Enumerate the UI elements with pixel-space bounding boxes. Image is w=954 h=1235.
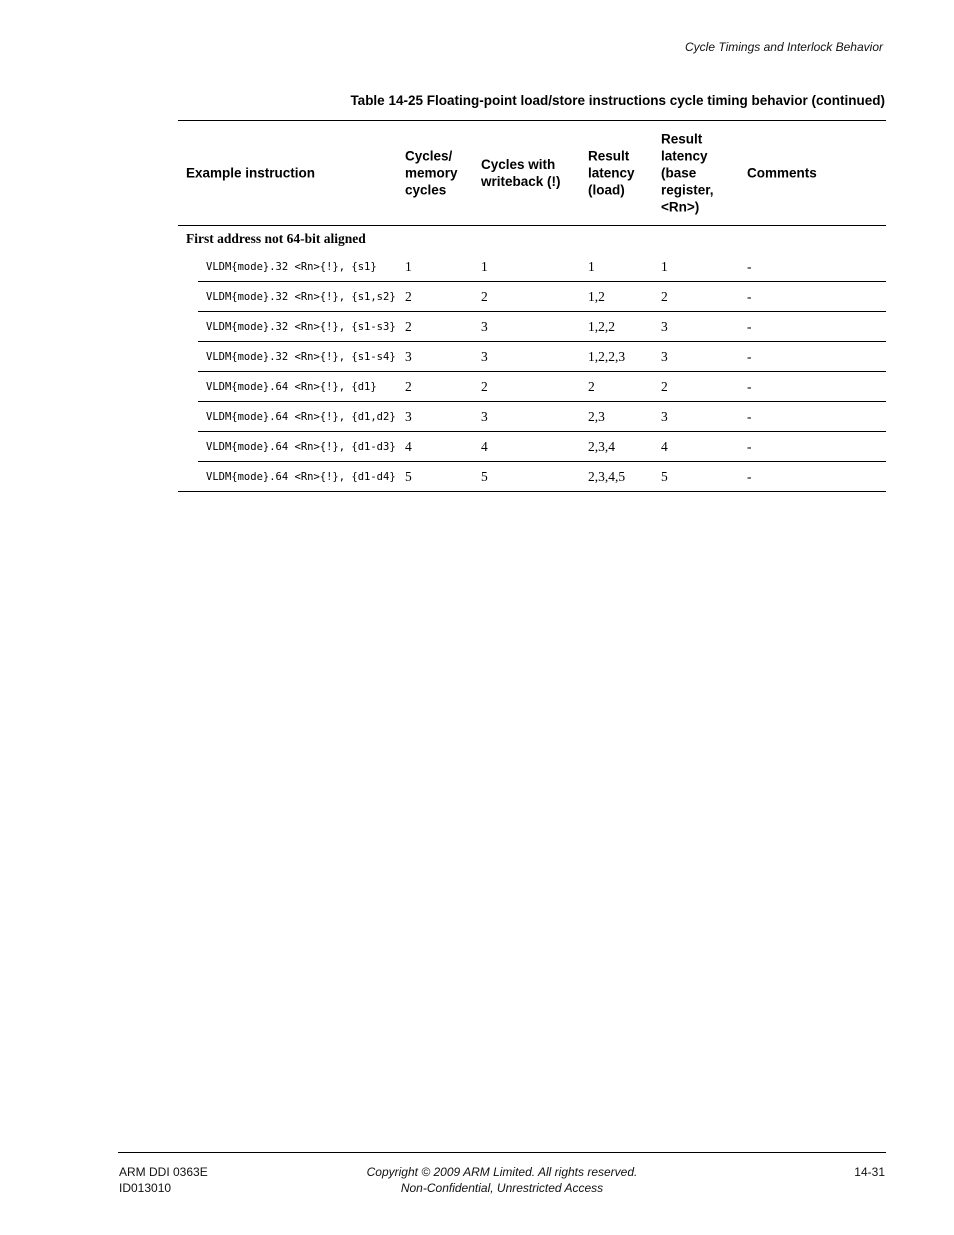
- column-header-line: Comments: [747, 165, 817, 181]
- footer-page-number: 14-31: [854, 1165, 885, 1179]
- load-latency-cell: 2,3,4: [588, 439, 615, 454]
- instruction-cell: VLDM{mode}.32 <Rn>{!}, {s1-s3}: [206, 321, 396, 333]
- table-row: [198, 372, 886, 402]
- column-header-comments: [747, 165, 817, 182]
- writeback-cell: 3: [481, 409, 488, 424]
- load-latency-cell: 1: [588, 259, 595, 274]
- writeback-cell: 5: [481, 469, 488, 484]
- table-row: [198, 282, 886, 312]
- base-latency-cell: 3: [661, 319, 668, 334]
- column-header-line: (load): [588, 182, 625, 198]
- table-row: [178, 462, 886, 492]
- column-header-line: <Rn>): [661, 199, 700, 215]
- table-row: [198, 402, 886, 432]
- cycles-cell: 2: [405, 319, 412, 334]
- cycles-cell: 4: [405, 439, 412, 454]
- writeback-cell: 2: [481, 289, 488, 304]
- cycles-cell: 1: [405, 259, 412, 274]
- table-body: [178, 252, 886, 492]
- writeback-cell: 3: [481, 319, 488, 334]
- column-header-line: Example instruction: [186, 165, 316, 181]
- column-header-line: latency: [588, 165, 635, 181]
- cycles-cell: 3: [405, 409, 412, 424]
- column-header-line: cycles: [405, 182, 447, 198]
- cycles-cell: 5: [405, 469, 412, 484]
- instruction-cell: VLDM{mode}.32 <Rn>{!}, {s1-s4}: [206, 351, 396, 363]
- writeback-cell: 3: [481, 349, 488, 364]
- writeback-cell: 1: [481, 259, 488, 274]
- load-latency-cell: 1,2,2,3: [588, 349, 626, 364]
- column-header-line: Result: [588, 148, 630, 164]
- cycles-cell: 3: [405, 349, 412, 364]
- table-row: [198, 432, 886, 462]
- load-latency-cell: 1,2,2: [588, 319, 615, 334]
- timing-table: [178, 120, 886, 492]
- comments-cell: -: [747, 379, 752, 394]
- column-header-line: Result: [661, 131, 703, 147]
- footer-rule: [118, 1152, 886, 1153]
- comments-cell: -: [747, 289, 752, 304]
- base-latency-cell: 2: [661, 379, 668, 394]
- instruction-cell: VLDM{mode}.64 <Rn>{!}, {d1}: [206, 381, 377, 393]
- footer-doc-number: ARM DDI 0363E: [119, 1165, 208, 1179]
- running-header: Cycle Timings and Interlock Behavior: [685, 40, 883, 54]
- base-latency-cell: 3: [661, 409, 668, 424]
- cycles-cell: 2: [405, 289, 412, 304]
- column-header-load-latency: [588, 148, 635, 199]
- column-header-line: writeback (!): [481, 174, 561, 189]
- instruction-cell: VLDM{mode}.32 <Rn>{!}, {s1,s2}: [206, 291, 396, 303]
- cycles-cell: 2: [405, 379, 412, 394]
- load-latency-cell: 1,2: [588, 289, 605, 304]
- footer-doc-info: [119, 1164, 208, 1196]
- comments-cell: -: [747, 259, 752, 274]
- column-header-line: Cycles with: [481, 157, 556, 172]
- column-header-line: Cycles/: [405, 148, 453, 164]
- instruction-cell: VLDM{mode}.64 <Rn>{!}, {d1-d3}: [206, 441, 396, 453]
- column-header-line: register,: [661, 182, 714, 198]
- writeback-cell: 4: [481, 439, 488, 454]
- load-latency-cell: 2,3,4,5: [588, 469, 626, 484]
- column-header-line: memory: [405, 165, 458, 181]
- comments-cell: -: [747, 439, 752, 454]
- column-header-cycles: [405, 148, 458, 199]
- group-label: First address not 64-bit aligned: [186, 231, 366, 246]
- column-header-line: (base: [661, 165, 697, 181]
- column-header-example-instruction: [186, 165, 315, 182]
- comments-cell: -: [747, 319, 752, 334]
- table-row: [198, 342, 886, 372]
- footer-doc-id: ID013010: [119, 1181, 172, 1195]
- comments-cell: -: [747, 349, 752, 364]
- comments-cell: -: [747, 409, 752, 424]
- base-latency-cell: 3: [661, 349, 668, 364]
- table-row: [198, 252, 886, 282]
- footer-copyright-block: [302, 1164, 702, 1196]
- footer-access: Non-Confidential, Unrestricted Access: [400, 1181, 604, 1195]
- instruction-cell: VLDM{mode}.32 <Rn>{!}, {s1}: [206, 261, 377, 273]
- column-header-base-latency: [661, 131, 714, 216]
- table-header-row: [178, 121, 886, 226]
- base-latency-cell: 2: [661, 289, 668, 304]
- instruction-cell: VLDM{mode}.64 <Rn>{!}, {d1-d4}: [206, 471, 396, 483]
- load-latency-cell: 2: [588, 379, 595, 394]
- column-header-line: latency: [661, 148, 708, 164]
- table-row: [198, 312, 886, 342]
- base-latency-cell: 1: [661, 259, 668, 274]
- column-header-writeback: [481, 156, 561, 190]
- base-latency-cell: 5: [661, 469, 668, 484]
- writeback-cell: 2: [481, 379, 488, 394]
- comments-cell: -: [747, 469, 752, 484]
- base-latency-cell: 4: [661, 439, 668, 454]
- instruction-cell: VLDM{mode}.64 <Rn>{!}, {d1,d2}: [206, 411, 396, 423]
- footer-copyright: Copyright © 2009 ARM Limited. All rights reserved.: [366, 1165, 638, 1179]
- table-caption: Table 14-25 Floating-point load/store instructions cycle timing behavior (continued): [350, 93, 885, 108]
- load-latency-cell: 2,3: [588, 409, 605, 424]
